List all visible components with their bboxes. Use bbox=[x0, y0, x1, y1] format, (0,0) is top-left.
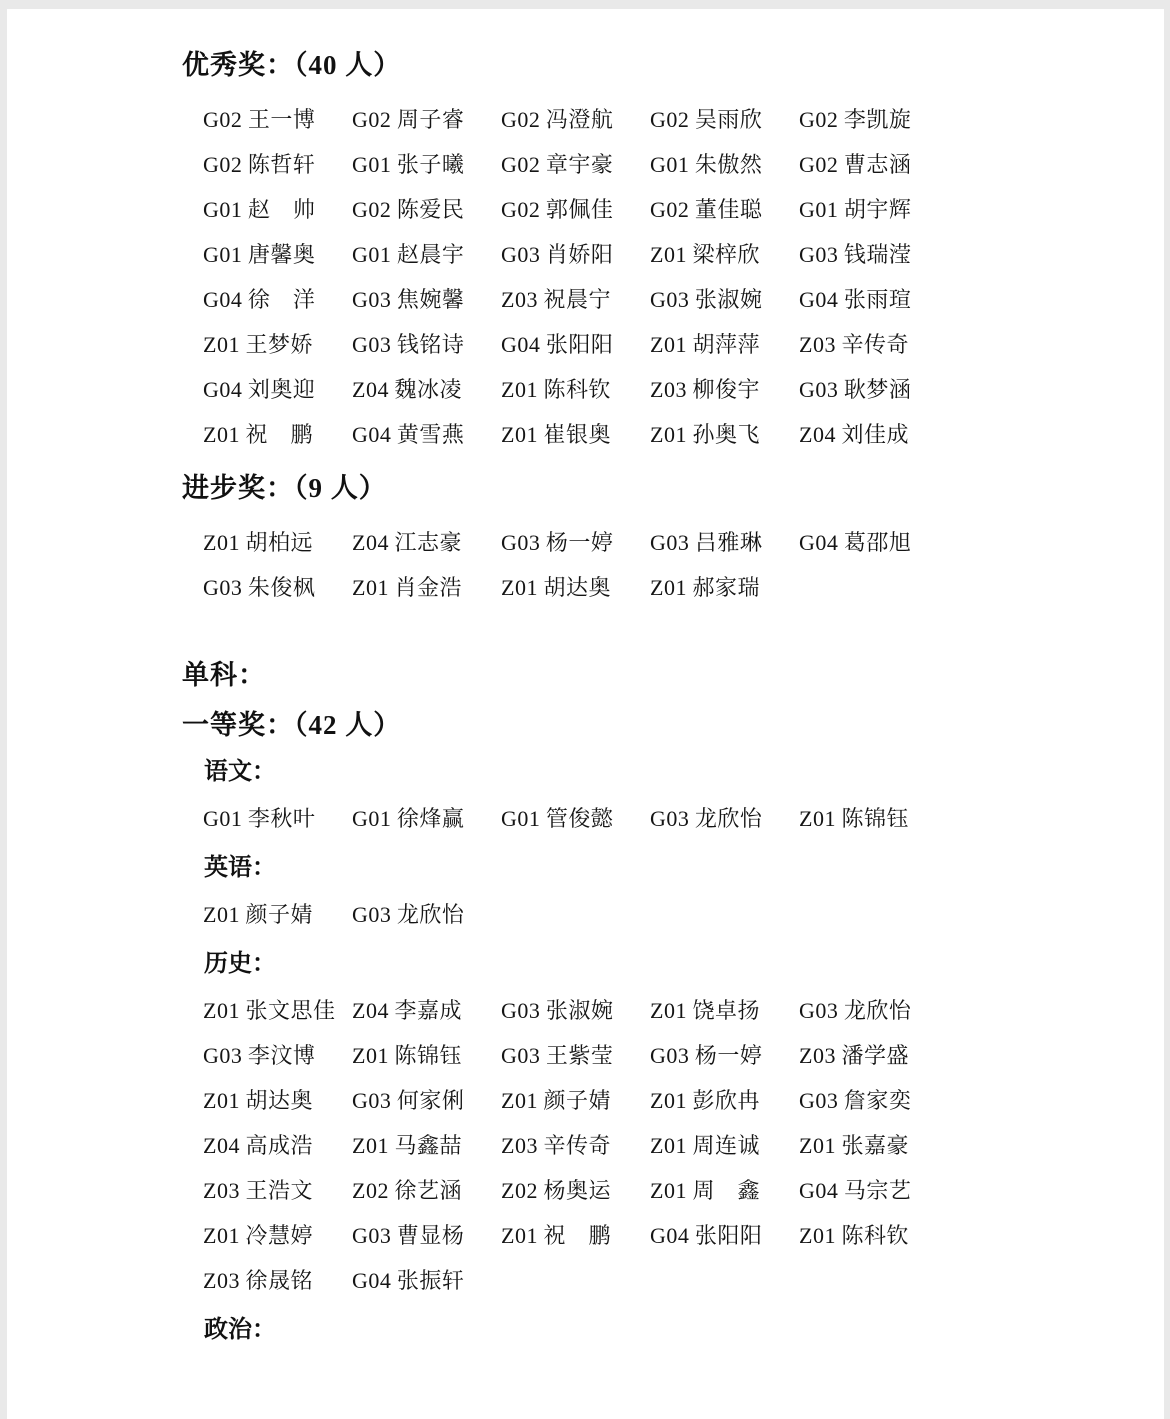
name-row bbox=[182, 1167, 1104, 1212]
student-name: 颜子婧 bbox=[543, 1088, 611, 1113]
award-entry bbox=[650, 1039, 799, 1070]
student-name: 张阳阳 bbox=[545, 332, 614, 357]
class-code: G03 bbox=[501, 998, 541, 1023]
award-entry bbox=[501, 1174, 650, 1205]
student-name: 何家俐 bbox=[396, 1088, 465, 1113]
award-entry bbox=[650, 802, 799, 833]
award-entry bbox=[799, 238, 948, 269]
award-entry bbox=[650, 526, 799, 557]
award-entry bbox=[352, 526, 501, 557]
class-code: G02 bbox=[799, 107, 839, 132]
award-entry bbox=[352, 103, 501, 134]
student-name: 杨一婷 bbox=[545, 530, 614, 555]
class-code: Z01 bbox=[352, 1043, 389, 1068]
student-name: 颜子婧 bbox=[245, 902, 313, 927]
class-code: G03 bbox=[203, 575, 243, 600]
student-name: 张文思佳 bbox=[245, 998, 336, 1023]
award-entry bbox=[501, 283, 650, 314]
name-row bbox=[182, 411, 1104, 456]
student-name: 魏冰凌 bbox=[394, 377, 462, 402]
student-name: 杨一婷 bbox=[694, 1043, 763, 1068]
award-entry bbox=[799, 103, 948, 134]
student-name: 张阳阳 bbox=[694, 1223, 763, 1248]
class-code: Z01 bbox=[650, 1178, 687, 1203]
award-entry bbox=[203, 1084, 352, 1115]
student-name: 李汶博 bbox=[247, 1043, 316, 1068]
name-row bbox=[182, 141, 1104, 186]
award-entry bbox=[501, 328, 650, 359]
award-entry bbox=[501, 1219, 650, 1250]
student-name: 冯澄航 bbox=[545, 107, 614, 132]
name-row bbox=[182, 891, 1104, 936]
class-code: Z03 bbox=[501, 287, 538, 312]
student-name: 张振轩 bbox=[396, 1268, 465, 1293]
class-code: Z01 bbox=[501, 422, 538, 447]
award-entry bbox=[799, 1084, 948, 1115]
award-entry bbox=[650, 418, 799, 449]
name-row bbox=[182, 795, 1104, 840]
name-row bbox=[182, 1077, 1104, 1122]
award-entry bbox=[203, 1174, 352, 1205]
student-name: 辛传奇 bbox=[543, 1133, 611, 1158]
class-code: Z01 bbox=[352, 1133, 389, 1158]
name-row bbox=[182, 1257, 1104, 1302]
award-entry bbox=[501, 1084, 650, 1115]
award-entry bbox=[203, 418, 352, 449]
student-name: 胡达奥 bbox=[543, 575, 611, 600]
class-code: Z01 bbox=[650, 242, 687, 267]
award-entry bbox=[352, 1084, 501, 1115]
award-entry bbox=[650, 103, 799, 134]
name-row bbox=[182, 519, 1104, 564]
award-entry bbox=[501, 103, 650, 134]
student-name: 潘学盛 bbox=[841, 1043, 909, 1068]
student-name: 祝 鹏 bbox=[245, 422, 313, 447]
class-code: Z03 bbox=[650, 377, 687, 402]
award-entry bbox=[501, 802, 650, 833]
class-code: Z04 bbox=[352, 998, 389, 1023]
name-row bbox=[182, 96, 1104, 141]
student-name: 张子曦 bbox=[396, 152, 465, 177]
name-row bbox=[182, 366, 1104, 411]
award-entry bbox=[501, 526, 650, 557]
award-entry bbox=[799, 148, 948, 179]
student-name: 江志豪 bbox=[394, 530, 462, 555]
class-code: Z01 bbox=[650, 1088, 687, 1113]
award-entry bbox=[799, 1039, 948, 1070]
student-name: 张嘉豪 bbox=[841, 1133, 909, 1158]
name-row bbox=[182, 1032, 1104, 1077]
class-code: G04 bbox=[352, 1268, 392, 1293]
class-code: Z01 bbox=[203, 1088, 240, 1113]
class-code: G04 bbox=[650, 1223, 690, 1248]
name-row bbox=[182, 321, 1104, 366]
class-code: Z04 bbox=[799, 422, 836, 447]
class-code: G01 bbox=[203, 197, 243, 222]
class-code: G04 bbox=[352, 422, 392, 447]
student-name: 郝家瑞 bbox=[692, 575, 760, 600]
award-entry bbox=[203, 571, 352, 602]
class-code: G03 bbox=[352, 1088, 392, 1113]
award-entry bbox=[650, 994, 799, 1025]
student-name: 刘佳成 bbox=[841, 422, 909, 447]
class-code: G04 bbox=[501, 332, 541, 357]
award-entry bbox=[799, 1129, 948, 1160]
student-name: 祝晨宁 bbox=[543, 287, 611, 312]
class-code: G04 bbox=[203, 287, 243, 312]
student-name: 胡萍萍 bbox=[692, 332, 760, 357]
section-heading: 一等奖：（42 人） bbox=[182, 710, 402, 740]
student-name: 肖金浩 bbox=[394, 575, 462, 600]
class-code: G01 bbox=[203, 806, 243, 831]
class-code: G04 bbox=[203, 377, 243, 402]
subject-heading: 英语： bbox=[204, 855, 276, 881]
class-code: Z04 bbox=[203, 1133, 240, 1158]
award-entry bbox=[203, 1219, 352, 1250]
award-entry bbox=[352, 898, 501, 929]
award-entry bbox=[352, 1039, 501, 1070]
class-code: G02 bbox=[501, 197, 541, 222]
class-code: Z01 bbox=[203, 530, 240, 555]
class-code: Z01 bbox=[799, 1223, 836, 1248]
class-code: G03 bbox=[352, 287, 392, 312]
award-entry bbox=[203, 1039, 352, 1070]
award-entry bbox=[203, 526, 352, 557]
class-code: Z03 bbox=[203, 1268, 240, 1293]
award-entry bbox=[352, 571, 501, 602]
student-name: 马宗艺 bbox=[843, 1178, 912, 1203]
class-code: G01 bbox=[352, 806, 392, 831]
student-name: 王紫莹 bbox=[545, 1043, 614, 1068]
award-entry bbox=[501, 238, 650, 269]
award-entry bbox=[501, 1039, 650, 1070]
class-code: Z01 bbox=[501, 1223, 538, 1248]
student-name: 周连诚 bbox=[692, 1133, 760, 1158]
student-name: 陈科钦 bbox=[841, 1223, 909, 1248]
class-code: G04 bbox=[799, 287, 839, 312]
class-code: G03 bbox=[799, 1088, 839, 1113]
student-name: 张淑婉 bbox=[545, 998, 614, 1023]
student-name: 孙奥飞 bbox=[692, 422, 760, 447]
class-code: G02 bbox=[501, 107, 541, 132]
name-row bbox=[182, 1212, 1104, 1257]
class-code: Z01 bbox=[203, 1223, 240, 1248]
award-entry bbox=[501, 193, 650, 224]
student-name: 管俊懿 bbox=[545, 806, 614, 831]
award-entry bbox=[650, 1174, 799, 1205]
award-entry bbox=[203, 802, 352, 833]
student-name: 徐 洋 bbox=[247, 287, 316, 312]
student-name: 张雨瑄 bbox=[843, 287, 912, 312]
student-name: 杨奥运 bbox=[543, 1178, 611, 1203]
class-code: Z01 bbox=[650, 332, 687, 357]
student-name: 詹家奕 bbox=[843, 1088, 912, 1113]
award-entry bbox=[203, 898, 352, 929]
student-name: 彭欣冉 bbox=[692, 1088, 760, 1113]
award-entry bbox=[352, 1219, 501, 1250]
name-row bbox=[182, 231, 1104, 276]
class-code: G03 bbox=[799, 242, 839, 267]
subject-heading: 历史： bbox=[204, 951, 276, 977]
award-entry bbox=[799, 994, 948, 1025]
class-code: G02 bbox=[501, 152, 541, 177]
student-name: 陈科钦 bbox=[543, 377, 611, 402]
award-entry bbox=[799, 283, 948, 314]
student-name: 徐晟铭 bbox=[245, 1268, 313, 1293]
award-entry bbox=[352, 1264, 501, 1295]
class-code: G03 bbox=[650, 287, 690, 312]
award-entry bbox=[799, 193, 948, 224]
student-name: 高成浩 bbox=[245, 1133, 313, 1158]
class-code: G01 bbox=[203, 242, 243, 267]
student-name: 钱瑞滢 bbox=[843, 242, 912, 267]
award-entry bbox=[799, 526, 948, 557]
award-entry bbox=[501, 418, 650, 449]
student-name: 饶卓扬 bbox=[692, 998, 760, 1023]
student-name: 梁梓欣 bbox=[692, 242, 760, 267]
student-name: 葛邵旭 bbox=[843, 530, 912, 555]
student-name: 肖娇阳 bbox=[545, 242, 614, 267]
student-name: 胡达奥 bbox=[245, 1088, 313, 1113]
class-code: Z01 bbox=[501, 1088, 538, 1113]
award-entry bbox=[203, 238, 352, 269]
subject-heading: 语文： bbox=[204, 759, 276, 785]
award-entry bbox=[203, 328, 352, 359]
subject-heading: 政治： bbox=[204, 1317, 276, 1343]
student-name: 王浩文 bbox=[245, 1178, 313, 1203]
class-code: G02 bbox=[799, 152, 839, 177]
student-name: 钱铭诗 bbox=[396, 332, 465, 357]
student-name: 冷慧婷 bbox=[245, 1223, 313, 1248]
student-name: 胡柏远 bbox=[245, 530, 313, 555]
award-entry bbox=[799, 373, 948, 404]
award-entry bbox=[501, 148, 650, 179]
class-code: G02 bbox=[650, 107, 690, 132]
document-page bbox=[7, 9, 1164, 1419]
class-code: Z01 bbox=[203, 422, 240, 447]
student-name: 周 鑫 bbox=[692, 1178, 760, 1203]
award-entry bbox=[501, 373, 650, 404]
award-entry bbox=[352, 373, 501, 404]
class-code: Z01 bbox=[650, 998, 687, 1023]
student-name: 耿梦涵 bbox=[843, 377, 912, 402]
award-entry bbox=[501, 1129, 650, 1160]
class-code: Z02 bbox=[501, 1178, 538, 1203]
class-code: G02 bbox=[352, 197, 392, 222]
class-code: Z04 bbox=[352, 530, 389, 555]
student-name: 龙欣怡 bbox=[396, 902, 465, 927]
award-entry bbox=[203, 103, 352, 134]
class-code: G04 bbox=[799, 1178, 839, 1203]
award-entry bbox=[352, 283, 501, 314]
class-code: G01 bbox=[650, 152, 690, 177]
student-name: 辛传奇 bbox=[841, 332, 909, 357]
award-entry bbox=[352, 193, 501, 224]
class-code: Z01 bbox=[352, 575, 389, 600]
name-row bbox=[182, 276, 1104, 321]
award-entry bbox=[203, 373, 352, 404]
class-code: Z01 bbox=[203, 902, 240, 927]
section-heading: 单科： bbox=[182, 660, 266, 690]
student-name: 龙欣怡 bbox=[694, 806, 763, 831]
student-name: 马鑫喆 bbox=[394, 1133, 462, 1158]
student-name: 朱俊枫 bbox=[247, 575, 316, 600]
student-name: 胡宇辉 bbox=[843, 197, 912, 222]
award-entry bbox=[799, 802, 948, 833]
student-name: 徐艺涵 bbox=[394, 1178, 462, 1203]
class-code: G02 bbox=[352, 107, 392, 132]
student-name: 李秋叶 bbox=[247, 806, 316, 831]
student-name: 刘奥迎 bbox=[247, 377, 316, 402]
class-code: G03 bbox=[352, 902, 392, 927]
class-code: G03 bbox=[352, 1223, 392, 1248]
award-entry bbox=[650, 328, 799, 359]
student-name: 李凯旋 bbox=[843, 107, 912, 132]
student-name: 赵晨宇 bbox=[396, 242, 465, 267]
student-name: 李嘉成 bbox=[394, 998, 462, 1023]
class-code: G02 bbox=[650, 197, 690, 222]
award-entry bbox=[799, 1219, 948, 1250]
class-code: Z01 bbox=[650, 422, 687, 447]
class-code: G03 bbox=[203, 1043, 243, 1068]
class-code: G04 bbox=[799, 530, 839, 555]
class-code: G03 bbox=[799, 998, 839, 1023]
class-code: G03 bbox=[650, 1043, 690, 1068]
student-name: 曹志涵 bbox=[843, 152, 912, 177]
document-content bbox=[182, 47, 1104, 1347]
student-name: 陈哲轩 bbox=[247, 152, 316, 177]
award-entry bbox=[501, 571, 650, 602]
award-entry bbox=[352, 1129, 501, 1160]
student-name: 徐烽赢 bbox=[396, 806, 465, 831]
class-code: Z01 bbox=[799, 1133, 836, 1158]
award-entry bbox=[650, 1129, 799, 1160]
award-entry bbox=[501, 994, 650, 1025]
class-code: Z01 bbox=[501, 575, 538, 600]
student-name: 唐馨奥 bbox=[247, 242, 316, 267]
award-entry bbox=[352, 238, 501, 269]
name-row bbox=[182, 186, 1104, 231]
class-code: Z02 bbox=[352, 1178, 389, 1203]
student-name: 王一博 bbox=[247, 107, 316, 132]
student-name: 朱傲然 bbox=[694, 152, 763, 177]
award-entry bbox=[650, 1084, 799, 1115]
blank-line bbox=[182, 609, 1104, 643]
name-row bbox=[182, 564, 1104, 609]
award-entry bbox=[203, 1129, 352, 1160]
student-name: 陈锦钰 bbox=[394, 1043, 462, 1068]
class-code: Z01 bbox=[203, 332, 240, 357]
student-name: 黄雪燕 bbox=[396, 422, 465, 447]
class-code: Z03 bbox=[799, 332, 836, 357]
award-entry bbox=[650, 148, 799, 179]
student-name: 陈锦钰 bbox=[841, 806, 909, 831]
student-name: 陈爱民 bbox=[396, 197, 465, 222]
class-code: Z01 bbox=[203, 998, 240, 1023]
class-code: Z01 bbox=[799, 806, 836, 831]
class-code: G03 bbox=[650, 806, 690, 831]
class-code: Z03 bbox=[799, 1043, 836, 1068]
class-code: Z01 bbox=[650, 1133, 687, 1158]
student-name: 张淑婉 bbox=[694, 287, 763, 312]
class-code: G02 bbox=[203, 152, 243, 177]
class-code: G01 bbox=[352, 242, 392, 267]
award-entry bbox=[650, 193, 799, 224]
award-entry bbox=[799, 418, 948, 449]
class-code: Z03 bbox=[501, 1133, 538, 1158]
student-name: 崔银奥 bbox=[543, 422, 611, 447]
award-entry bbox=[352, 994, 501, 1025]
student-name: 曹显杨 bbox=[396, 1223, 465, 1248]
class-code: G03 bbox=[501, 530, 541, 555]
class-code: Z04 bbox=[352, 377, 389, 402]
award-entry bbox=[650, 571, 799, 602]
class-code: G03 bbox=[799, 377, 839, 402]
award-entry bbox=[650, 238, 799, 269]
award-entry bbox=[650, 373, 799, 404]
award-entry bbox=[352, 328, 501, 359]
class-code: G03 bbox=[501, 242, 541, 267]
student-name: 吴雨欣 bbox=[694, 107, 763, 132]
award-entry bbox=[203, 193, 352, 224]
class-code: G03 bbox=[352, 332, 392, 357]
student-name: 章宇豪 bbox=[545, 152, 614, 177]
class-code: G01 bbox=[501, 806, 541, 831]
award-entry bbox=[352, 1174, 501, 1205]
award-entry bbox=[203, 148, 352, 179]
award-entry bbox=[650, 283, 799, 314]
award-entry bbox=[352, 148, 501, 179]
award-entry bbox=[352, 802, 501, 833]
student-name: 吕雅琳 bbox=[694, 530, 763, 555]
class-code: G01 bbox=[799, 197, 839, 222]
class-code: Z03 bbox=[203, 1178, 240, 1203]
class-code: Z01 bbox=[501, 377, 538, 402]
award-entry bbox=[203, 283, 352, 314]
student-name: 董佳聪 bbox=[694, 197, 763, 222]
section-heading: 进步奖：（9 人） bbox=[182, 473, 387, 503]
award-entry bbox=[203, 994, 352, 1025]
class-code: G01 bbox=[352, 152, 392, 177]
student-name: 龙欣怡 bbox=[843, 998, 912, 1023]
award-entry bbox=[799, 1174, 948, 1205]
award-entry bbox=[352, 418, 501, 449]
section-heading: 优秀奖：（40 人） bbox=[182, 50, 402, 80]
class-code: G02 bbox=[203, 107, 243, 132]
class-code: G03 bbox=[650, 530, 690, 555]
award-entry bbox=[203, 1264, 352, 1295]
student-name: 周子睿 bbox=[396, 107, 465, 132]
student-name: 赵 帅 bbox=[247, 197, 316, 222]
student-name: 王梦娇 bbox=[245, 332, 313, 357]
name-row bbox=[182, 987, 1104, 1032]
student-name: 郭佩佳 bbox=[545, 197, 614, 222]
name-row bbox=[182, 1122, 1104, 1167]
student-name: 祝 鹏 bbox=[543, 1223, 611, 1248]
award-entry bbox=[650, 1219, 799, 1250]
class-code: Z01 bbox=[650, 575, 687, 600]
class-code: G03 bbox=[501, 1043, 541, 1068]
student-name: 柳俊宇 bbox=[692, 377, 760, 402]
student-name: 焦婉馨 bbox=[396, 287, 465, 312]
award-entry bbox=[799, 328, 948, 359]
